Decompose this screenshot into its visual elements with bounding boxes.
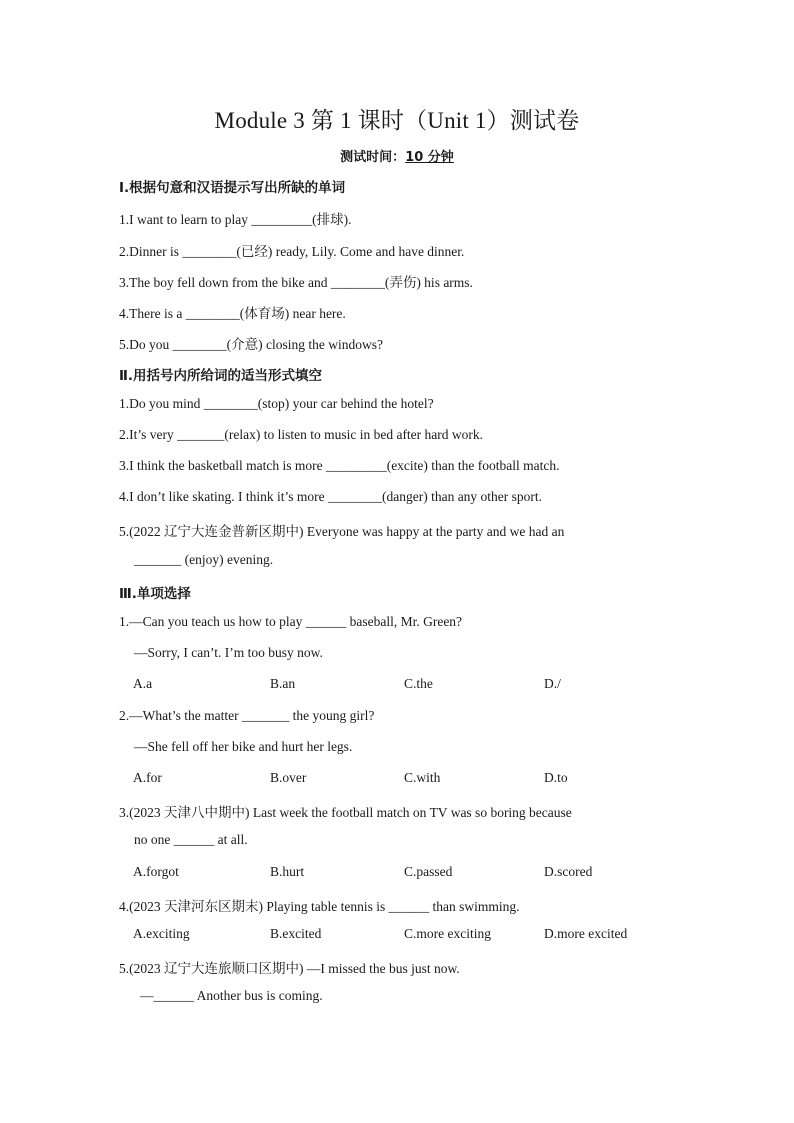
question-2-option-c: C.with xyxy=(404,770,441,785)
test-time xyxy=(0,146,794,165)
question-4-option-d: D.more excited xyxy=(544,926,628,941)
question-1-option-d: D./ xyxy=(544,676,561,691)
question-3-option-a: A.forgot xyxy=(133,864,179,879)
question-1-option-b: B.an xyxy=(270,676,296,691)
question-4-option-a: A.exciting xyxy=(133,926,190,941)
section-1-item: 3.The boy fell down from the bike and ________(弄伤) his arms. xyxy=(119,275,473,290)
section-2-item: 1.Do you mind ________(stop) your car behind the hotel? xyxy=(119,396,434,411)
question-5-stem: 5.(2023 辽宁大连旅顺口区期中) —I missed the bus just now. xyxy=(119,961,460,976)
question-1-reply: —Sorry, I can’t. I’m too busy now. xyxy=(134,645,323,660)
section-2-item: 3.I think the basketball match is more _________(excite) than the football match. xyxy=(119,458,560,473)
section-2-heading: Ⅱ.用括号内所给词的适当形式填空 xyxy=(119,368,323,384)
question-4-option-b: B.excited xyxy=(270,926,322,941)
question-1-stem: 1.—Can you teach us how to play ______ baseball, Mr. Green? xyxy=(119,614,463,629)
question-4-option-c: C.more exciting xyxy=(404,926,491,941)
question-2-option-b: B.over xyxy=(270,770,307,785)
question-3-stem-continued: no one ______ at all. xyxy=(134,832,248,847)
question-3-option-c: C.passed xyxy=(404,864,453,879)
question-3-stem: 3.(2023 天津八中期中) Last week the football match on TV was so boring because xyxy=(119,805,572,820)
question-2-stem: 2.—What’s the matter _______ the young girl? xyxy=(119,708,375,723)
question-1-option-c: C.the xyxy=(404,676,433,691)
test-time-label: 测试时间： xyxy=(340,150,406,165)
question-2-reply: —She fell off her bike and hurt her legs. xyxy=(134,739,353,754)
section-2-item-continued: _______ (enjoy) evening. xyxy=(134,552,274,567)
section-1-item: 2.Dinner is ________(已经) ready, Lily. Come and have dinner. xyxy=(119,244,465,259)
page-title: Module 3 第 1 课时（Unit 1）测试卷 xyxy=(214,108,580,133)
section-2-item: 2.It’s very _______(relax) to listen to music in bed after hard work. xyxy=(119,427,484,442)
section-2-item: 4.I don’t like skating. I think it’s more ________(danger) than any other sport. xyxy=(119,489,543,504)
question-5-reply: —______ Another bus is coming. xyxy=(140,988,323,1003)
question-2-option-a: A.for xyxy=(133,770,162,785)
question-3-option-b: B.hurt xyxy=(270,864,305,879)
section-2-item: 5.(2022 辽宁大连金普新区期中) Everyone was happy at the party and we had an xyxy=(119,524,565,539)
question-1-option-a: A.a xyxy=(133,676,153,691)
section-1-item: 1.I want to learn to play _________(排球). xyxy=(119,212,352,227)
section-3-heading: Ⅲ.单项选择 xyxy=(119,586,191,602)
test-time-value: 10 分钟 xyxy=(405,150,454,165)
section-1-heading: Ⅰ.根据句意和汉语提示写出所缺的单词 xyxy=(119,180,346,196)
question-4-stem: 4.(2023 天津河东区期末) Playing table tennis is ______ than swimming. xyxy=(119,899,520,914)
section-1-item: 5.Do you ________(介意) closing the windows? xyxy=(119,337,383,352)
question-3-option-d: D.scored xyxy=(544,864,593,879)
section-1-item: 4.There is a ________(体育场) near here. xyxy=(119,306,346,321)
question-2-option-d: D.to xyxy=(544,770,568,785)
